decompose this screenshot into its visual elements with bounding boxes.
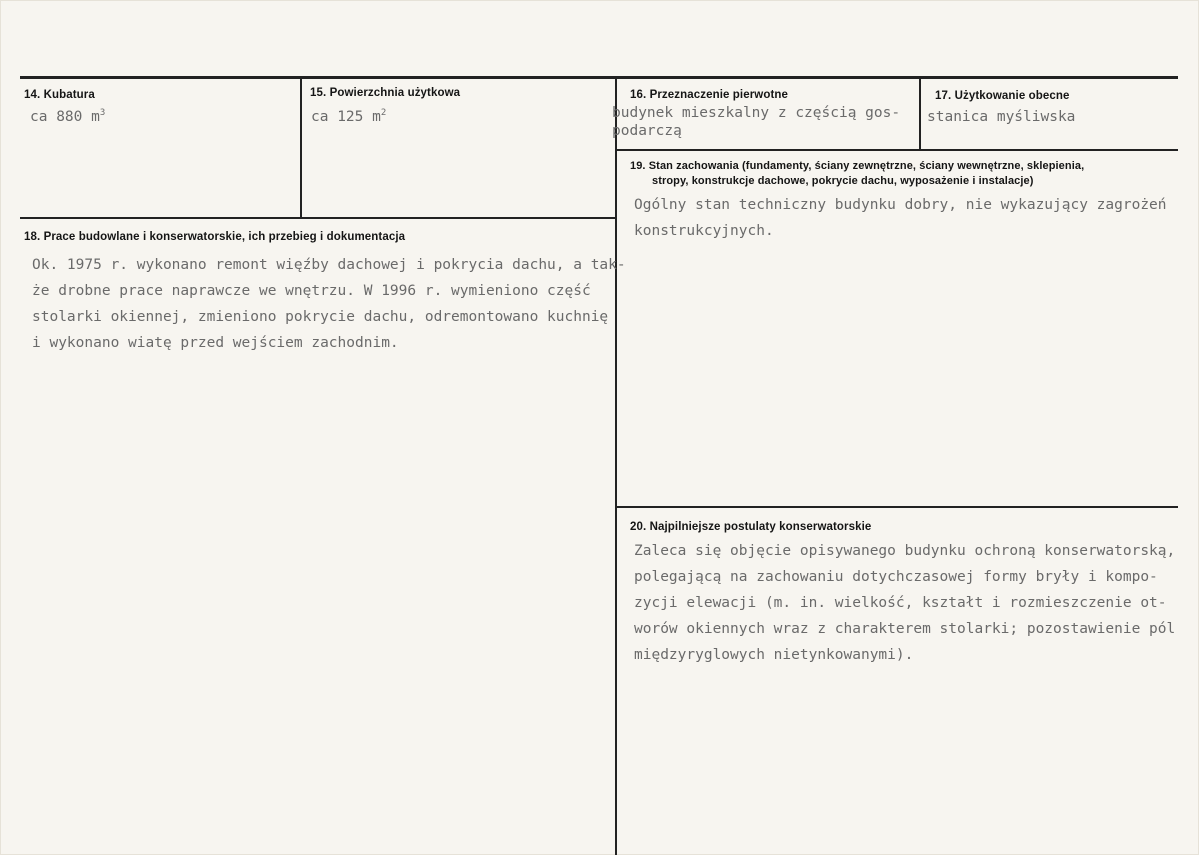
top-border bbox=[20, 76, 1178, 79]
field-16-line: podarczą bbox=[612, 123, 682, 139]
field-19-value bbox=[634, 192, 1167, 244]
field-20-line: worów okiennych wraz z charakterem stolarki; pozostawienie pól bbox=[634, 621, 1176, 637]
field-18-value bbox=[32, 252, 626, 356]
field-20-line: zycji elewacji (m. in. wielkość, kształt i rozmieszczenie ot- bbox=[634, 595, 1167, 611]
field-19-label-line2: stropy, konstrukcje dachowe, pokrycie dachu, wyposażenie i instalacje) bbox=[652, 175, 1034, 187]
divider-left-vertical bbox=[300, 78, 302, 218]
field-14-value-exponent: 3 bbox=[99, 108, 106, 118]
field-19-label-line1: 19. Stan zachowania (fundamenty, ściany zewnętrzne, ściany wewnętrzne, sklepienia, bbox=[630, 160, 1085, 172]
field-17-value: stanica myśliwska bbox=[927, 109, 1076, 125]
divider-center-vertical bbox=[615, 78, 617, 855]
field-15-label: 15. Powierzchnia użytkowa bbox=[310, 87, 461, 99]
field-15-value bbox=[311, 104, 386, 130]
field-16-label: 16. Przeznaczenie pierwotne bbox=[630, 89, 789, 101]
field-16-line: budynek mieszkalny z częścią gos- bbox=[612, 105, 901, 121]
field-15-value-text: ca 125 m bbox=[311, 109, 381, 125]
field-18-line: Ok. 1975 r. wykonano remont więźby dachowej i pokrycia dachu, a tak- bbox=[32, 257, 626, 273]
field-17-label: 17. Użytkowanie obecne bbox=[935, 90, 1070, 102]
divider-row1-left bbox=[20, 217, 616, 219]
field-18-line: i wykonano wiatę przed wejściem zachodnim. bbox=[32, 335, 399, 351]
field-18-line: stolarki okiennej, zmieniono pokrycie dachu, odremontowano kuchnię bbox=[32, 309, 609, 325]
field-16-value bbox=[612, 104, 919, 140]
field-14-label: 14. Kubatura bbox=[24, 89, 95, 101]
field-18-label: 18. Prace budowlane i konserwatorskie, ich przebieg i dokumentacja bbox=[24, 231, 406, 243]
divider-right-vertical bbox=[919, 78, 921, 150]
field-20-line: polegającą na zachowaniu dotychczasowej formy bryły i kompo- bbox=[634, 569, 1158, 585]
field-19-line: Ogólny stan techniczny budynku dobry, nie wykazujący zagrożeń bbox=[634, 197, 1167, 213]
field-14-value bbox=[30, 104, 105, 130]
field-18-line: że drobne prace naprawcze we wnętrzu. W 1996 r. wymieniono część bbox=[32, 283, 591, 299]
field-20-line: Zaleca się objęcie opisywanego budynku ochroną konserwatorską, bbox=[634, 543, 1176, 559]
field-15-value-exponent: 2 bbox=[380, 108, 387, 118]
divider-row1-right bbox=[616, 149, 1178, 151]
field-19-line: konstrukcyjnych. bbox=[634, 223, 774, 239]
field-20-value bbox=[634, 538, 1175, 668]
field-20-label: 20. Najpilniejsze postulaty konserwatorskie bbox=[630, 521, 872, 533]
field-20-line: międzyryglowych nietynkowanymi). bbox=[634, 647, 914, 663]
field-14-value-text: ca 880 m bbox=[30, 109, 100, 125]
divider-row2-right bbox=[616, 506, 1178, 508]
